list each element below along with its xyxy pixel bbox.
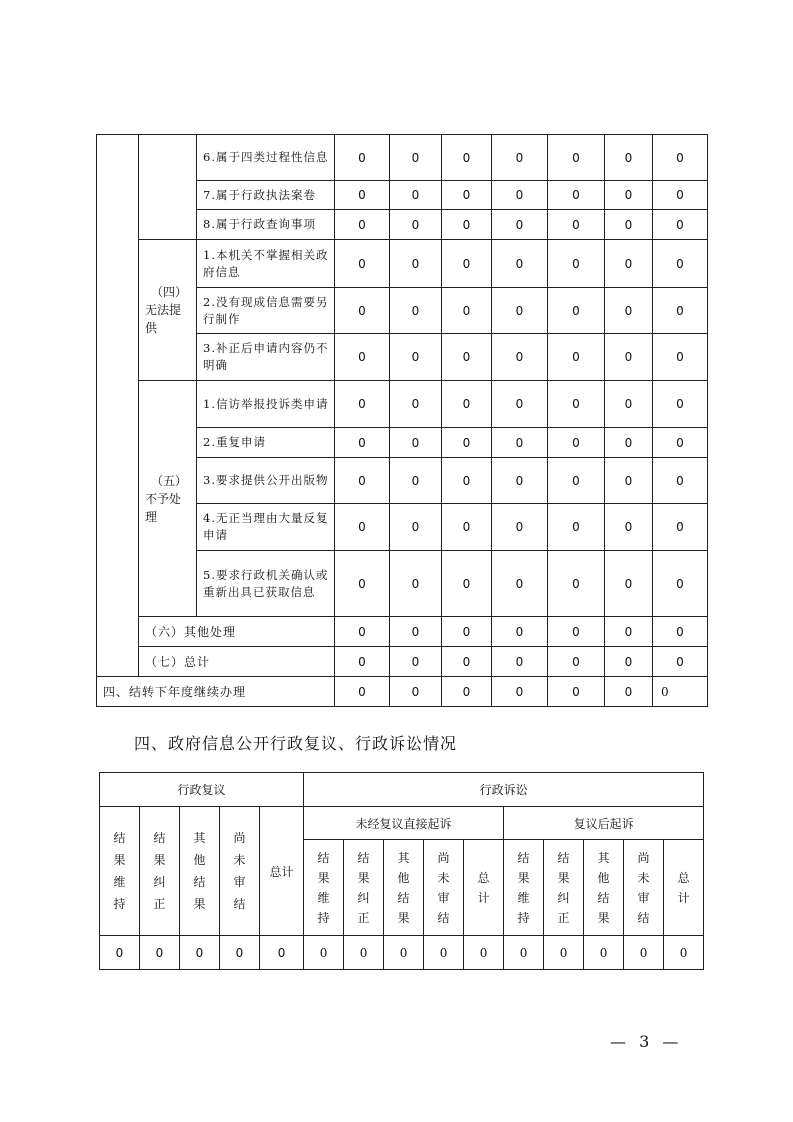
application-result-table bbox=[96, 134, 708, 707]
table-row: 3.要求提供公开出版物 0 0 0 0 0 0 0 bbox=[97, 458, 708, 504]
col-maintained: 结 果 维 持 bbox=[100, 807, 140, 936]
col-corrected: 结 果 纠 正 bbox=[140, 807, 180, 936]
table-row: 3.补正后申请内容仍不明确 0 0 0 0 0 0 0 bbox=[97, 334, 708, 381]
section-heading: 四、政府信息公开行政复议、行政诉讼情况 bbox=[134, 734, 458, 753]
table-row: 四、结转下年度继续办理 0 0 0 0 0 0 0 bbox=[97, 677, 708, 707]
table-row: 0 0 0 0 0 0 0 0 0 0 0 0 0 0 0 bbox=[100, 936, 704, 970]
col-pending: 尚 未 审 结 bbox=[220, 807, 260, 936]
header-after-review: 复议后起诉 bbox=[504, 807, 704, 840]
table-row: 6.属于四类过程性信息 0 0 0 0 0 0 0 bbox=[97, 135, 708, 181]
group-label-refuse: （五） 不予处 理 bbox=[139, 381, 197, 617]
header-litigation: 行政诉讼 bbox=[304, 773, 704, 807]
table-row: 7.属于行政执法案卷 0 0 0 0 0 0 0 bbox=[97, 181, 708, 210]
header-review: 行政复议 bbox=[100, 773, 304, 807]
table-row: 2.重复申请 0 0 0 0 0 0 0 bbox=[97, 428, 708, 458]
table-row: （七）总计 0 0 0 0 0 0 0 bbox=[97, 647, 708, 677]
table-row: 2.没有现成信息需要另行制作 0 0 0 0 0 0 0 bbox=[97, 288, 708, 334]
header-direct: 未经复议直接起诉 bbox=[304, 807, 504, 840]
group-label-unable: （四） 无法提 供 bbox=[139, 240, 197, 381]
table-row: 5.要求行政机关确认或重新出具已获取信息 0 0 0 0 0 0 0 bbox=[97, 551, 708, 617]
table-row: （五） 不予处 理 1.信访举报投诉类申请 0 0 0 0 0 0 0 bbox=[97, 381, 708, 428]
table-row: （六）其他处理 0 0 0 0 0 0 0 bbox=[97, 617, 708, 647]
col-total: 总计 bbox=[260, 807, 304, 936]
table-row: 4.无正当理由大量反复申请 0 0 0 0 0 0 0 bbox=[97, 504, 708, 551]
col-other: 其 他 结 果 bbox=[180, 807, 220, 936]
table-row: （四） 无法提 供 1.本机关不掌握相关政府信息 0 0 0 0 0 0 0 bbox=[97, 240, 708, 288]
review-litigation-table: 行政复议 行政诉讼 结 果 维 持 结 果 纠 正 其 他 结 果 尚 未 审 结 总计 未经复议直接起诉 复议后起诉 结 果 维 持 结 果 纠 正 其 他 结 果 尚 未 审 结 总 计 结 果 维 持 结 果 纠 正 其 他 结 果 尚 未 审 结 总 计 0 0 0 0 0 0 0 0 0 0 0 0 0 0 0 bbox=[99, 772, 704, 970]
page-number: — 3 — bbox=[610, 1032, 683, 1051]
table-row: 8.属于行政查询事项 0 0 0 0 0 0 0 bbox=[97, 210, 708, 240]
